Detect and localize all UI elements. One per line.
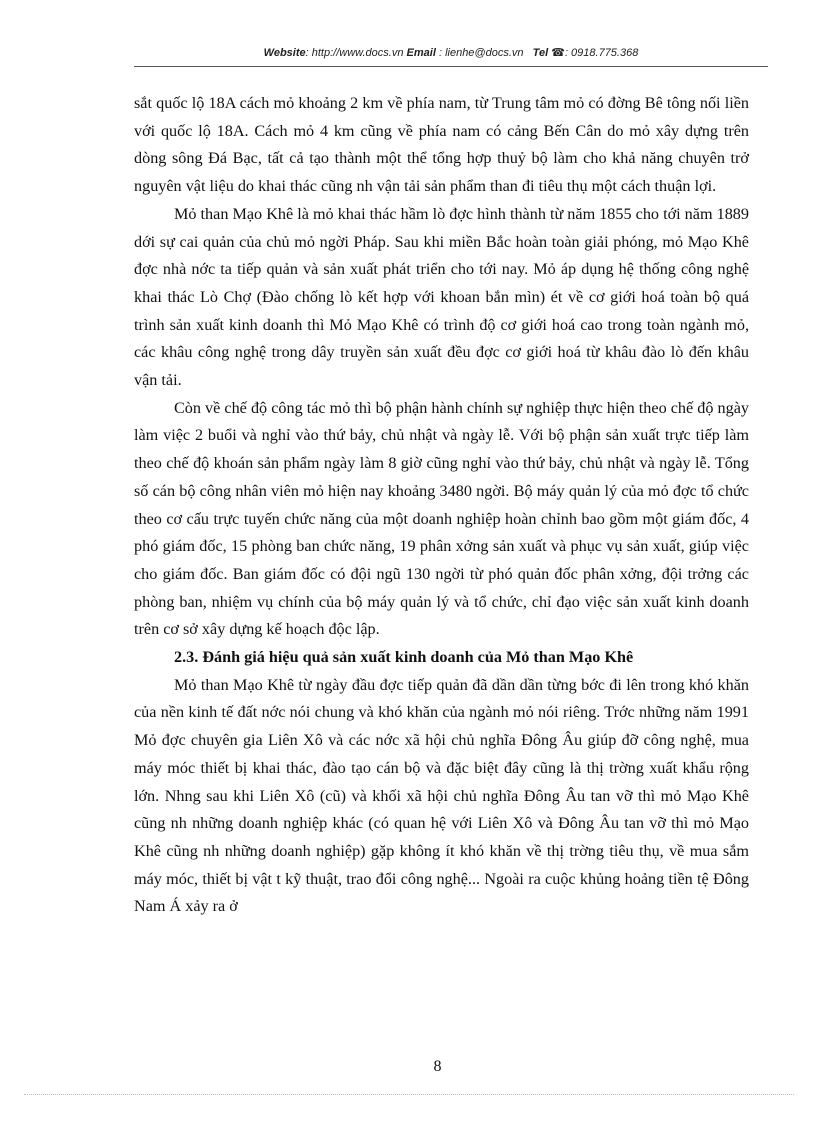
paragraph-work-regime: Còn về chế độ công tác mỏ thì bộ phận hành chính sự nghiệp thực hiện theo chế độ ngày làm việc 2 buổi và nghỉ vào thứ bảy, chủ nhật và ngày lễ. Với bộ phận sản xuất trực tiếp làm theo chế độ khoán sản phẩm ngày làm 8 giờ cũng nghỉ vào thứ bảy, chủ nhật và ngày lễ. Tổng số cán bộ công nhân viên mỏ hiện nay khoảng 3480 ngời. Bộ máy quản lý của mỏ đợc tổ chức theo cơ cấu trực tuyến chức năng của một doanh nghiệp hoàn chỉnh bao gồm một giám đốc, 4 phó giám đốc, 15 phòng ban chức năng, 19 phân xởng sản xuất và phục vụ sản xuất, giúp việc cho giám đốc. Ban giám đốc có đội ngũ 130 ngời từ phó quản đốc phân xởng, đội trởng các phòng ban, nhiệm vụ chính của bộ máy quản lý và tổ chức, chỉ đạo việc sản xuất kinh doanh trên cơ sở xây dựng kế hoạch độc lập. [134,398,749,639]
phone-icon: ☎ [551,47,565,59]
website-value: : http://www.docs.vn [305,47,404,59]
page-header [134,46,768,59]
document-body [134,90,749,921]
website-label: Website [263,47,306,59]
paragraph-evaluation: Mỏ than Mạo Khê từ ngày đầu đợc tiếp quản đã dần dần từng bớc đi lên trong khó khăn của nền kinh tế đất nớc nói chung và khó khăn của ngành mỏ nói riêng. Trớc những năm 1991 Mỏ đợc chuyên gia Liên Xô và các nớc xã hội chủ nghĩa Đông Âu giúp đỡ công nghệ, mua máy móc thiết bị khai thác, đào tạo cán bộ và đặc biệt đây cũng là thị trờng xuất khẩu rộng lớn. Nhng sau khi Liên Xô (cũ) và khối xã hội chủ nghĩa Đông Âu tan vỡ thì mỏ Mạo Khê cũng nh những doanh nghiệp khác (có quan hệ với Liên Xô và Đông Âu tan vỡ thì mỏ Mạo Khê cũng nh những doanh nghiệp) gặp không ít khó khăn về thị trờng tiêu thụ, về mua sắm máy móc, thiết bị vật t kỹ thuật, trao đổi công nghệ... Ngoài ra cuộc khủng hoảng tiền tệ Đông Nam Á xảy ra ở [134,675,749,916]
header-divider [134,66,768,67]
footer-divider [24,1094,794,1095]
email-value: : lienhe@docs.vn [438,47,524,59]
paragraph-mine-history: Mỏ than Mạo Khê là mỏ khai thác hầm lò đợc hình thành từ năm 1855 cho tới năm 1889 dới sự cai quản của chủ mỏ ngời Pháp. Sau khi miền Bắc hoàn toàn giải phóng, mỏ Mạo Khê đợc nhà nớc ta tiếp quản và sản xuất phát triển cho tới nay. Mỏ áp dụng hệ thống công nghệ khai thác Lò Chợ (Đào chống lò kết hợp với khoan bắn mìn) ét về cơ giới hoá toàn bộ quá trình sản xuất kinh doanh thì Mỏ Mạo Khê có trình độ cơ giới hoá cao trong toàn ngành mỏ, các khâu công nghệ trong dây truyền sản xuất đều đợc cơ giới hoá từ khâu đào lò đến khâu vận tải. [134,204,749,390]
page-number: 8 [433,1058,442,1075]
email-label: Email [406,47,436,59]
paragraph-continuation: sắt quốc lộ 18A cách mỏ khoảng 2 km về phía nam, từ Trung tâm mỏ có đờng Bê tông nối liền với quốc lộ 18A. Cách mỏ 4 km cũng về phía nam có cảng Bến Cân do mỏ xây dựng trên dòng sông Đá Bạc, tất cả tạo thành một thể tổng hợp thuỷ bộ làm cho khả năng chuyên trở nguyên vật liệu do khai thác cũng nh vận tải sản phẩm than đi tiêu thụ một cách thuận lợi. [134,94,749,196]
section-heading: 2.3. Đánh giá hiệu quả sản xuất kinh doanh của Mỏ than Mạo Khê [174,648,634,667]
tel-label: Tel [532,47,549,59]
tel-value: : 0918.775.368 [564,47,639,59]
